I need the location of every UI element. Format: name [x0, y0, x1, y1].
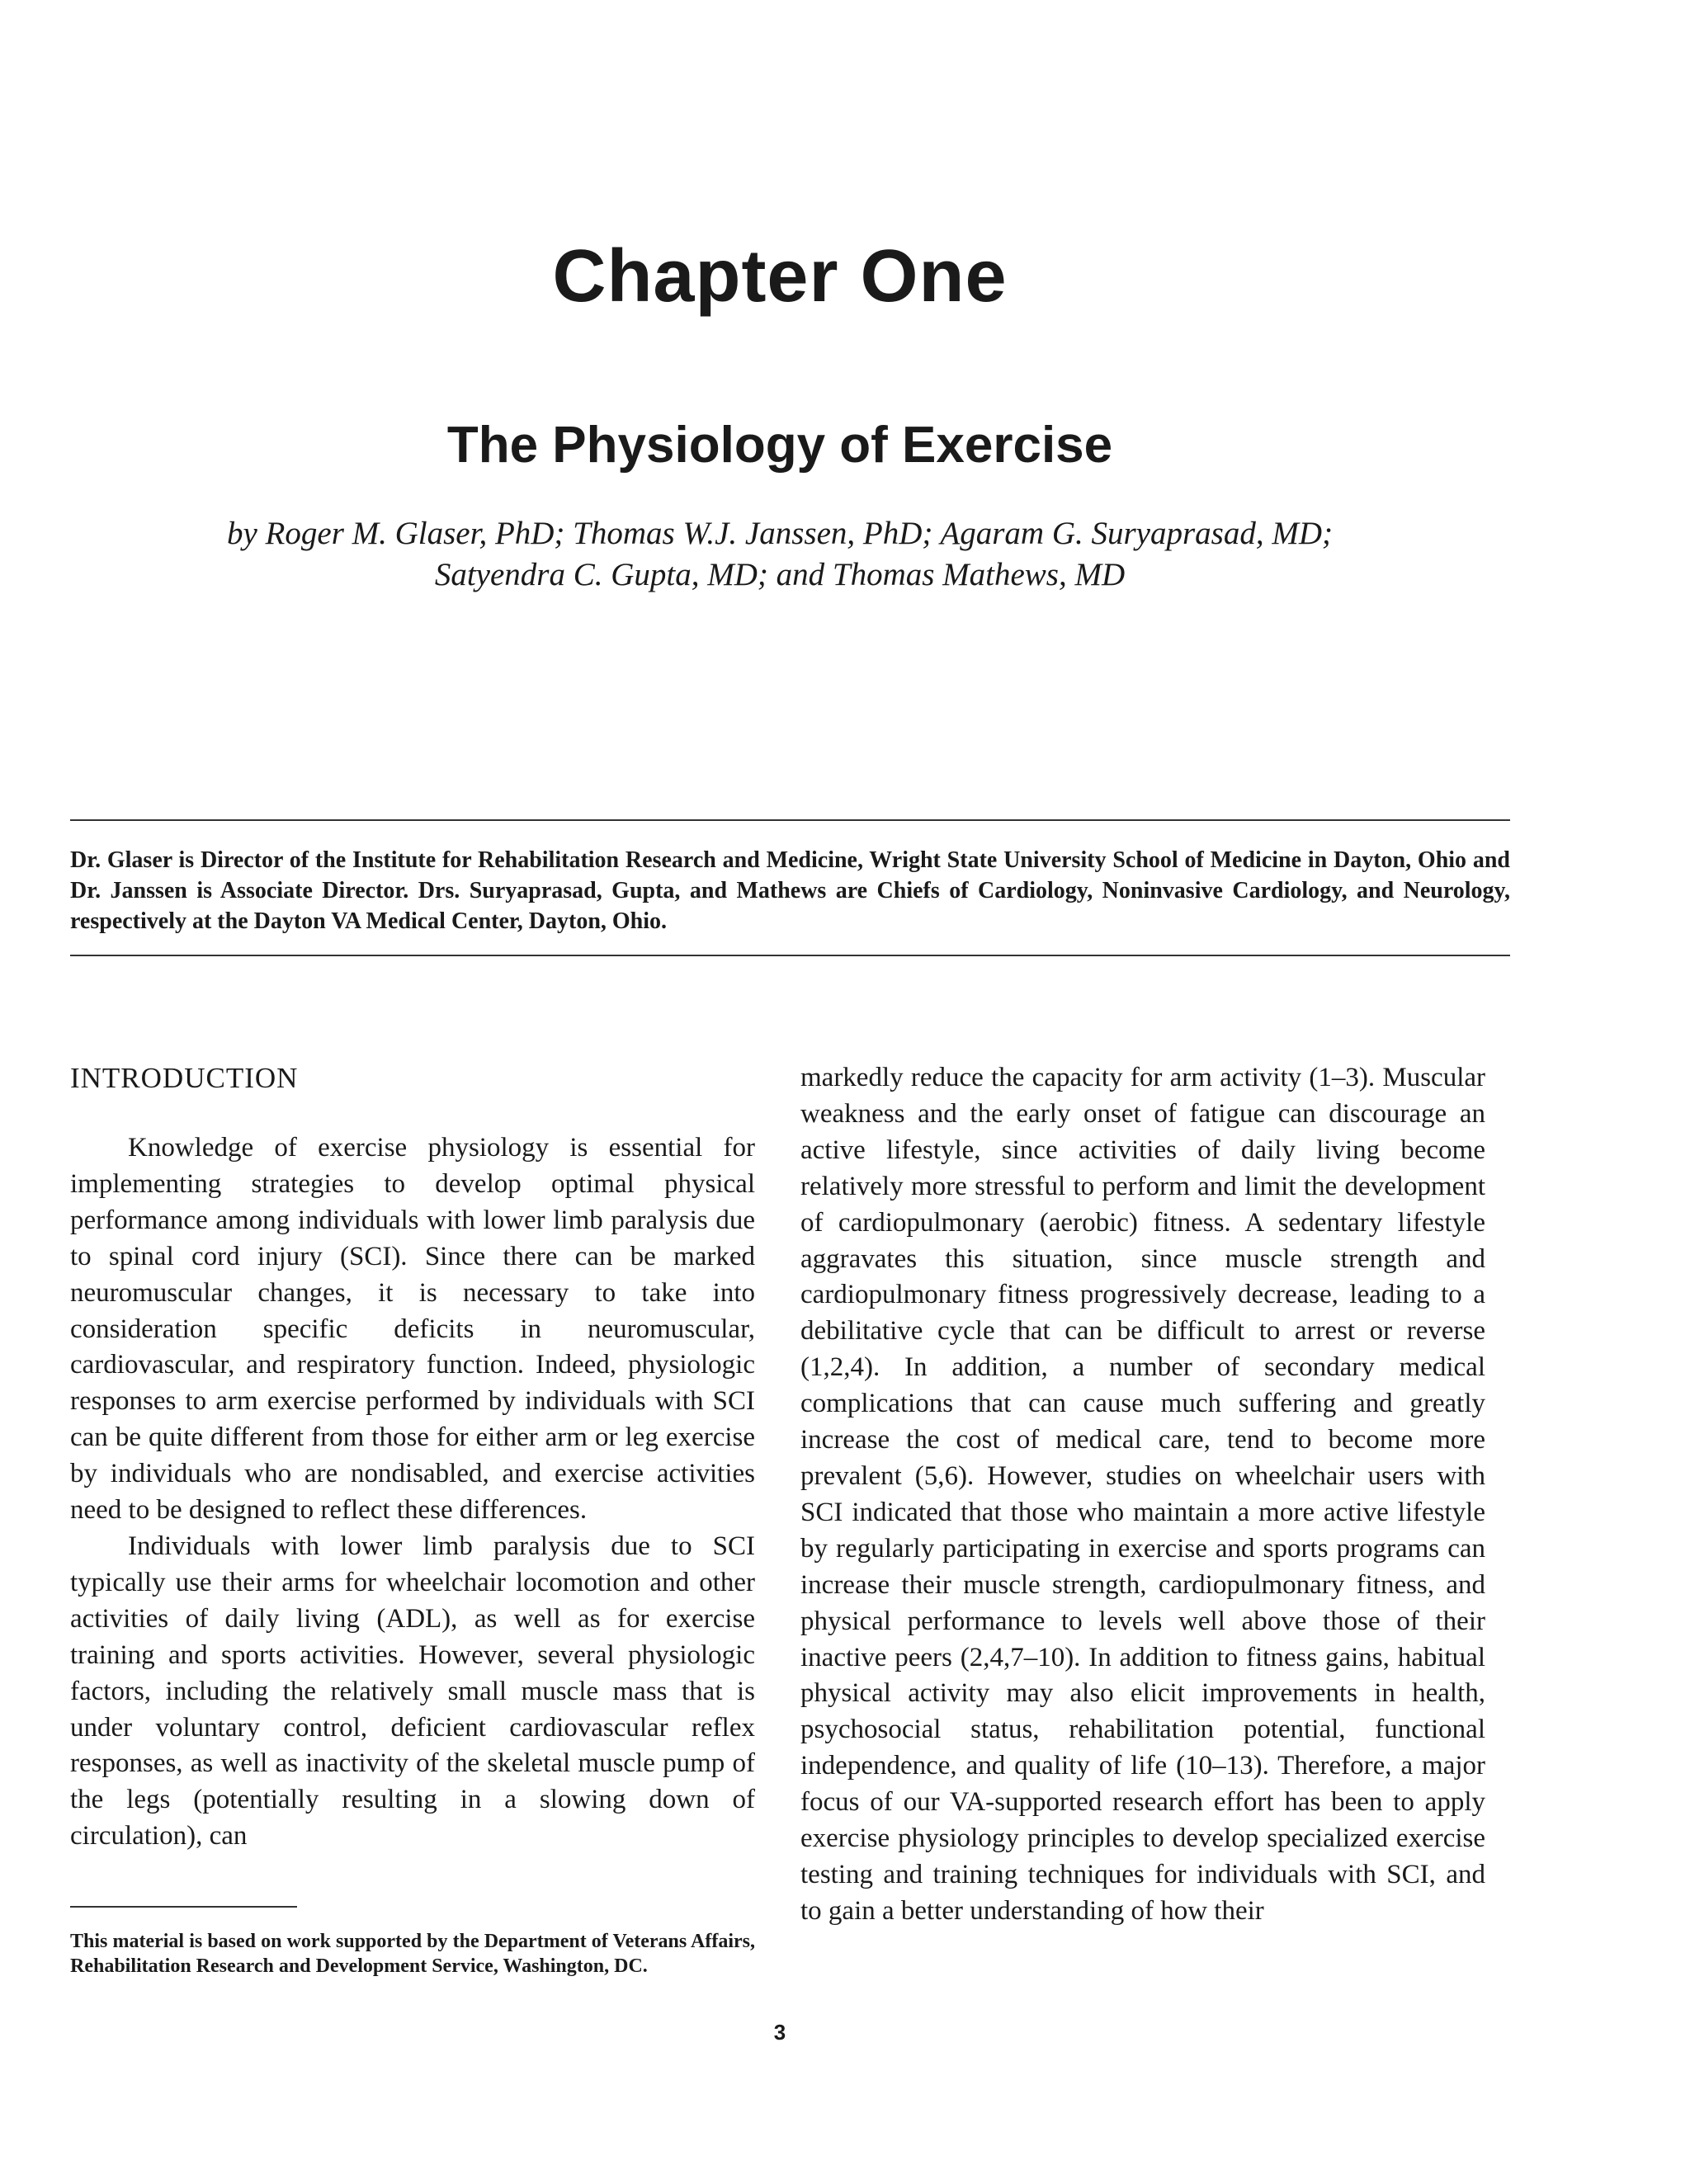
left-column — [70, 1060, 755, 1855]
author-affiliation: Dr. Glaser is Director of the Institute for Rehabilitation Research and Medicine, Wright State University School of Medicine in Dayton, Ohio and Dr. Janssen is Associate Director. Drs. Suryaprasad, Gupta, and Mathews are Chiefs of Cardiology, Noninvasive Cardiology, and Neurology, respectively at the Dayton VA Medical Center, Dayton, Ohio. — [70, 847, 1510, 934]
page-number: 3 — [773, 2020, 786, 2045]
chapter-title: The Physiology of Exercise — [446, 417, 1113, 474]
author-line-1: by Roger M. Glaser, PhD; Thomas W.J. Janssen, PhD; Agaram G. Suryaprasad, MD; — [227, 516, 1333, 551]
chapter-label: Chapter One — [552, 235, 1008, 318]
affiliation-top-rule — [70, 819, 1510, 821]
affiliation-bottom-rule — [70, 955, 1510, 956]
section-heading-introduction: INTRODUCTION — [70, 1062, 299, 1094]
author-byline — [0, 513, 1560, 596]
footnote-rule — [70, 1906, 297, 1908]
body-paragraph-2: Individuals with lower limb paralysis due to SCI typically use their arms for wheelchair locomotion and other activities of daily living (ADL), as well as for exercise training and sports activities. However, several physiologic factors, including the relatively small muscle mass that is under voluntary control, deficient cardiovascular reflex responses, as well as inactivity of the skeletal muscle pump of the legs (potentially resulting in a slowing down of circulation), can — [70, 1531, 755, 1851]
body-paragraph-1: Knowledge of exercise physiology is essential for implementing strategies to develop optimal physical performance among individuals with lower limb paralysis due to spinal cord injury (SCI). Since there can be marked neuromuscular changes, it is necessary to take into consideration specific deficits in neuromuscular, cardiovascular, and respiratory function. Indeed, physiologic responses to arm exercise performed by individuals with SCI can be quite different from those for either arm or leg exercise by individuals who are nondisabled, and exercise activities need to be designed to reflect these differences. — [70, 1133, 755, 1526]
right-column — [800, 1060, 1485, 1930]
author-line-2: Satyendra C. Gupta, MD; and Thomas Mathews, MD — [434, 557, 1126, 592]
body-paragraph-continued: markedly reduce the capacity for arm activity (1–3). Muscular weakness and the early onset of fatigue can discourage an active lifestyle, since activities of daily living become relatively more stressful to perform and limit the development of cardiopulmonary (aerobic) fitness. A sedentary lifestyle aggravates this situation, since muscle strength and cardiopulmonary fitness progressively decrease, leading to a debilitative cycle that can be difficult to arrest or reverse (1,2,4). In addition, a number of secondary medical complications that can cause much suffering and greatly increase the cost of medical care, tend to become more prevalent (5,6). However, studies on wheelchair users with SCI indicated that those who maintain a more active lifestyle by regularly participating in exercise and sports programs can increase their muscle strength, cardiopulmonary fitness, and physical performance to levels well above those of their inactive peers (2,4,7–10). In addition to fitness gains, habitual physical activity may also elicit improvements in health, psychosocial status, rehabilitation potential, functional independence, and quality of life (10–13). Therefore, a major focus of our VA-supported research effort has been to apply exercise physiology principles to develop specialized exercise testing and training techniques for individuals with SCI, and to gain a better understanding of how their — [800, 1063, 1485, 1926]
footnote: This material is based on work supported by the Department of Veterans Affairs, Rehabilitation Research and Development Service, Washington, DC. — [70, 1931, 755, 1977]
